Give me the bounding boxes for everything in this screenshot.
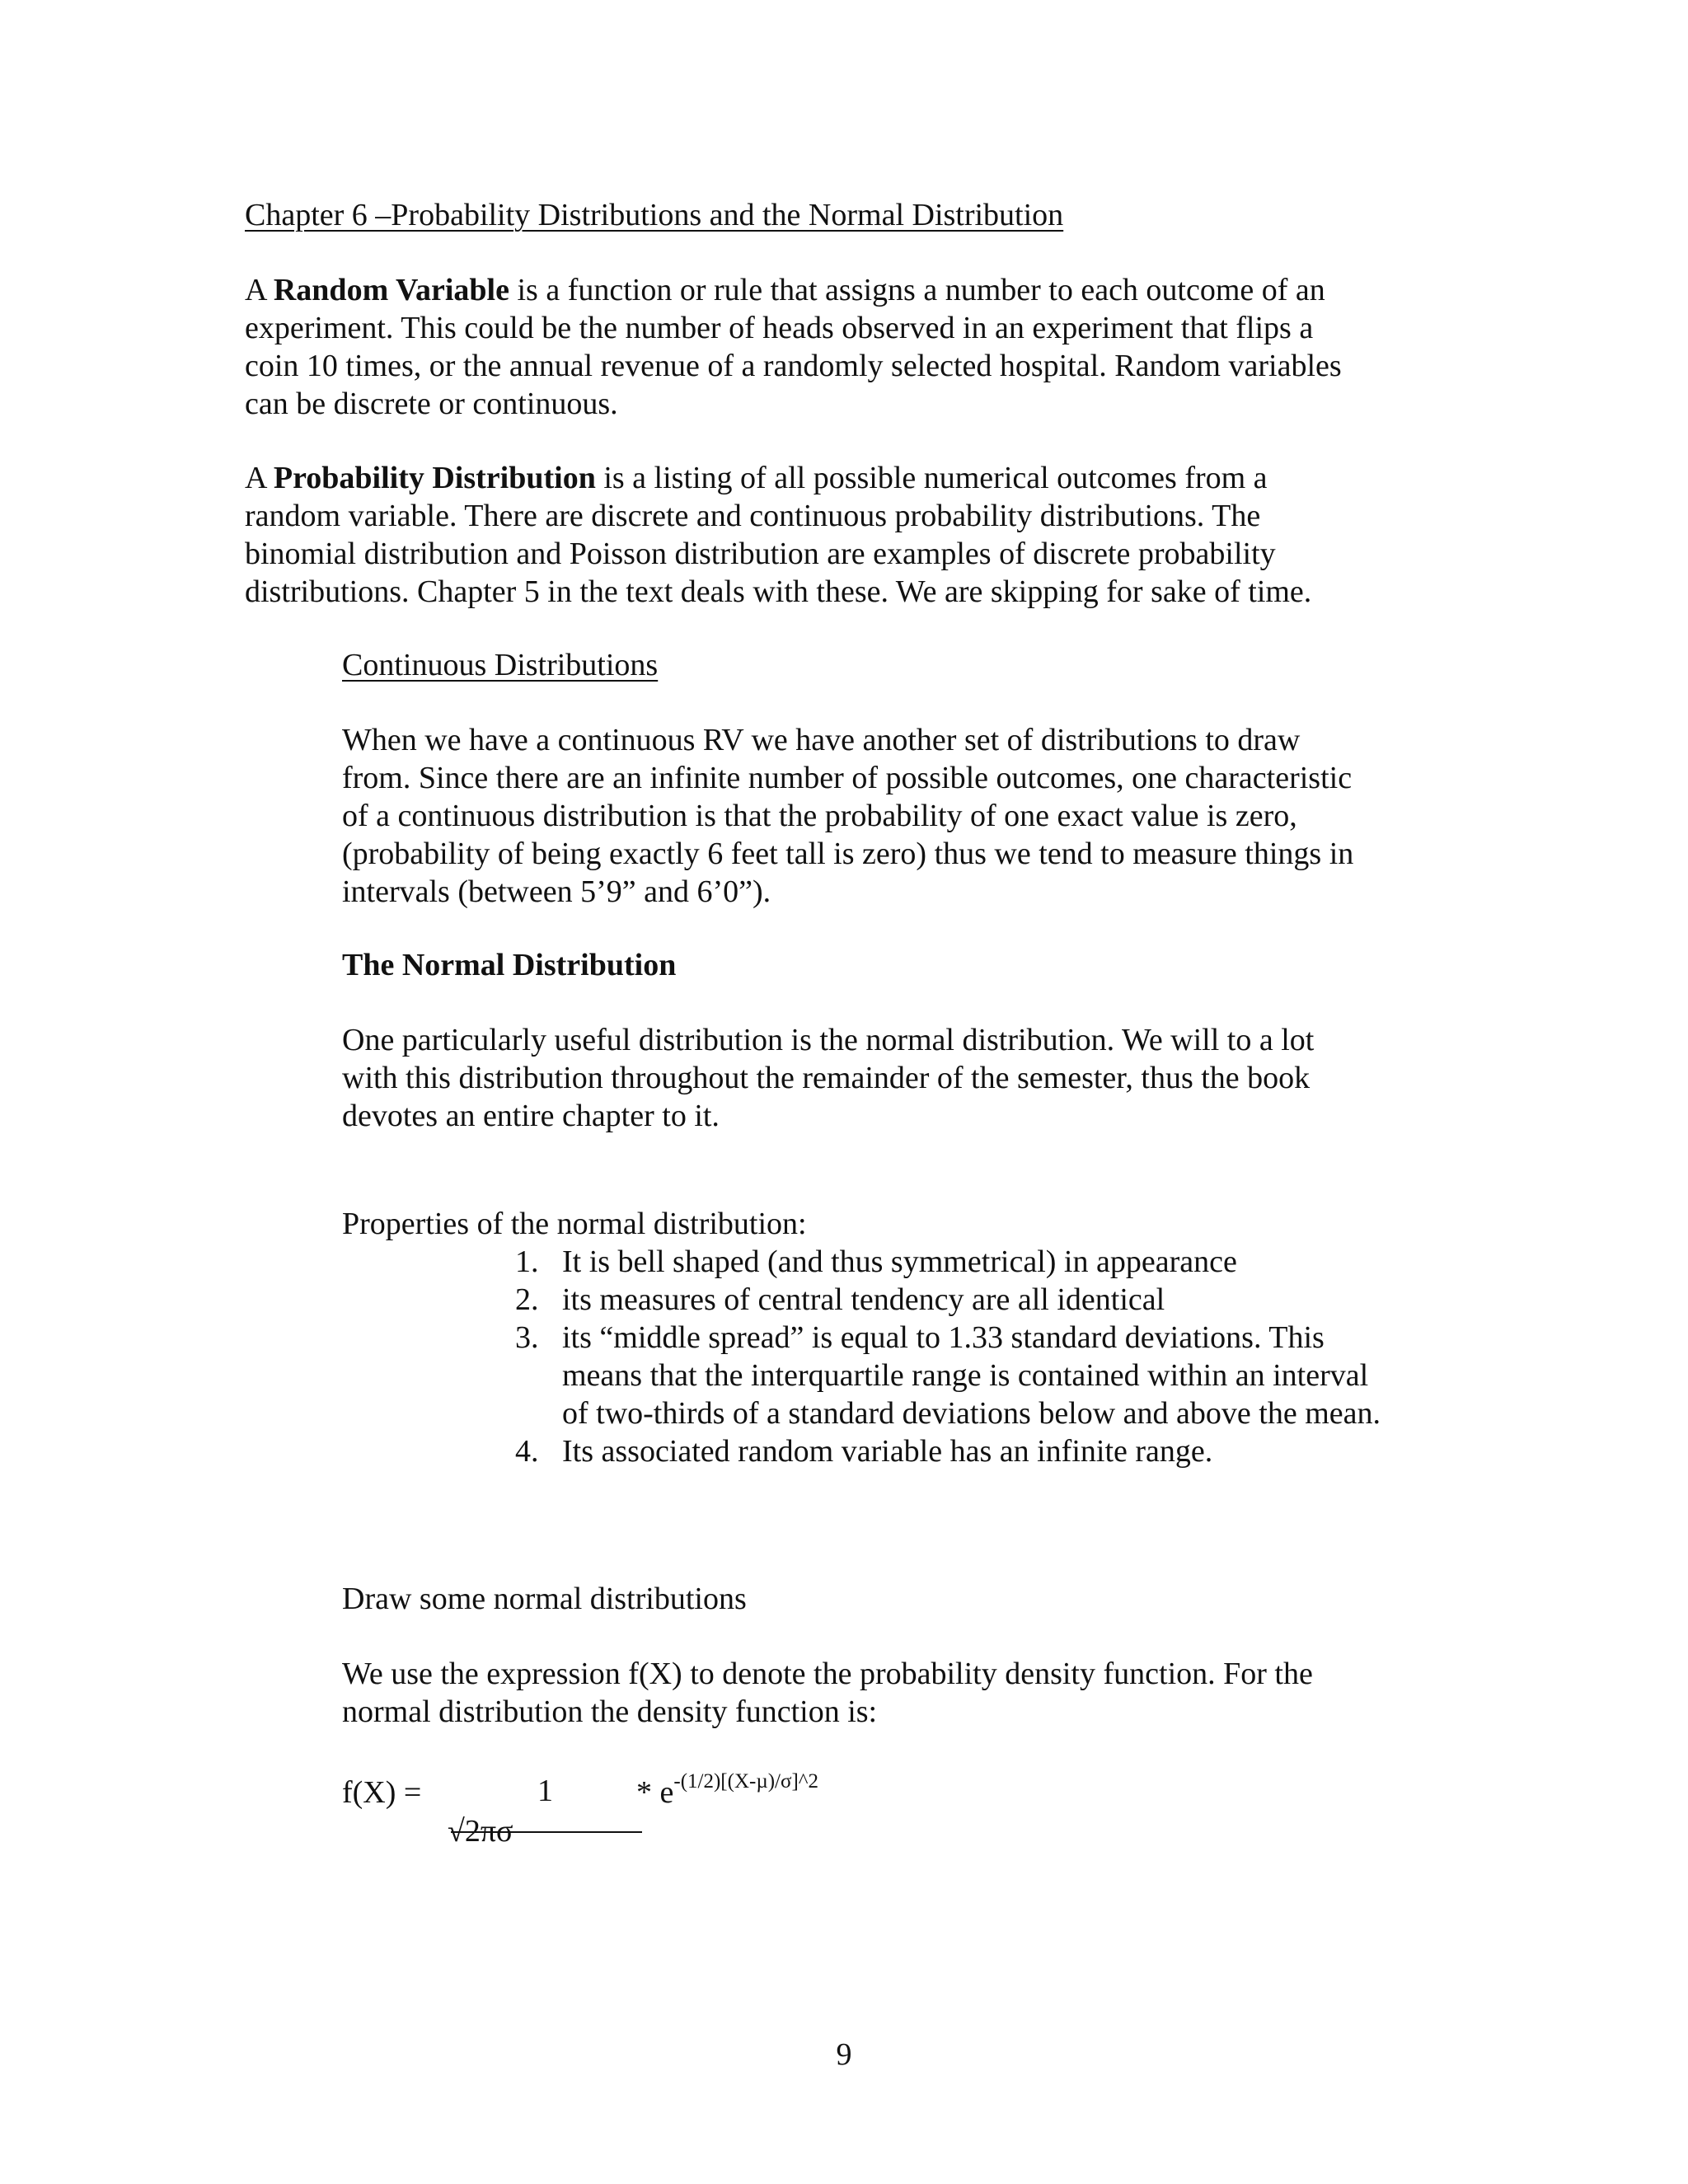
- rv-line-2: experiment. This could be the number of heads observed in an experiment that flips a: [245, 311, 1314, 345]
- property-item: [515, 1243, 1463, 1281]
- normal-line-2: with this distribution throughout the remainder of the semester, thus the book: [342, 1061, 1311, 1095]
- formula-times-e: * e: [636, 1775, 674, 1810]
- normal-line-1: One particularly useful distribution is the normal distribution. We will to a lot: [342, 1023, 1315, 1057]
- rv-term: Random Variable: [273, 273, 509, 307]
- pd-line-3: binomial distribution and Poisson distribution are examples of discrete probability: [245, 537, 1276, 571]
- cont-line-4: (probability of being exactly 6 feet tall is zero) thus we tend to measure things in: [342, 837, 1354, 871]
- property-item: [515, 1281, 1463, 1319]
- density-line-1: We use the expression f(X) to denote the probability density function. For the: [342, 1657, 1313, 1691]
- normal-line-3: devotes an entire chapter to it.: [342, 1099, 720, 1133]
- probability-distribution-paragraph: [245, 459, 1311, 611]
- rv-line-3: coin 10 times, or the annual revenue of a randomly selected hospital. Random variables: [245, 349, 1342, 383]
- pd-term: Probability Distribution: [273, 461, 596, 495]
- property-number: 1.: [515, 1244, 539, 1279]
- pd-prefix: A: [245, 461, 274, 495]
- page-number: 9: [836, 2037, 852, 2072]
- pd-line-1-text: is a listing of all possible numerical outcomes from a: [595, 461, 1268, 495]
- property-item: [515, 1319, 1463, 1432]
- continuous-paragraph: [342, 721, 1353, 911]
- rv-prefix: A: [245, 273, 274, 307]
- rv-line-1-text: is a function or rule that assigns a number to each outcome of an: [509, 273, 1325, 307]
- draw-prompt: Draw some normal distributions: [342, 1582, 747, 1616]
- properties-list: [515, 1243, 1463, 1470]
- cont-line-1: When we have a continuous RV we have another set of distributions to draw: [342, 723, 1301, 757]
- density-line-2: normal distribution the density function is:: [342, 1694, 878, 1729]
- property-item: [515, 1432, 1463, 1470]
- normal-paragraph: [342, 1021, 1314, 1135]
- property-number: 2.: [515, 1282, 539, 1317]
- rv-line-1: [245, 271, 1342, 309]
- cont-line-5: intervals (between 5’9” and 6’0”).: [342, 874, 771, 909]
- property-number: 3.: [515, 1320, 539, 1355]
- density-paragraph: [342, 1655, 1313, 1731]
- formula-numerator: 1: [537, 1774, 553, 1808]
- property-text: It is bell shaped (and thus symmetrical) in appearance: [562, 1244, 1237, 1279]
- property-text: of two-thirds of a standard deviations below and above the mean.: [562, 1396, 1381, 1431]
- pd-line-1: [245, 459, 1311, 497]
- continuous-heading: [342, 646, 658, 684]
- cont-line-3: of a continuous distribution is that the probability of one exact value is zero,: [342, 799, 1297, 833]
- cont-line-2: from. Since there are an infinite number of possible outcomes, one characteristic: [342, 761, 1353, 795]
- property-number: 4.: [515, 1434, 539, 1469]
- formula-exponential: [636, 1770, 819, 1816]
- property-text: its measures of central tendency are all identical: [562, 1282, 1165, 1317]
- property-text: its “middle spread” is equal to 1.33 standard deviations. This: [562, 1320, 1325, 1355]
- pd-line-4: distributions. Chapter 5 in the text deals with these. We are skipping for sake of time.: [245, 574, 1312, 609]
- chapter-title-text: Chapter 6 –Probability Distributions and the Normal Distribution: [245, 198, 1064, 232]
- formula-denominator: √2πσ: [448, 1814, 513, 1849]
- random-variable-paragraph: [245, 271, 1342, 423]
- formula-lhs: f(X) =: [342, 1775, 422, 1810]
- chapter-title: [245, 196, 1063, 234]
- normal-heading: The Normal Distribution: [342, 948, 677, 982]
- property-text: Its associated random variable has an infinite range.: [562, 1434, 1213, 1469]
- formula-exponent: -(1/2)[(X-µ)/σ]^2: [673, 1770, 819, 1793]
- rv-line-4: can be discrete or continuous.: [245, 387, 618, 421]
- pd-line-2: random variable. There are discrete and continuous probability distributions. The: [245, 499, 1261, 533]
- property-text: means that the interquartile range is contained within an interval: [562, 1358, 1369, 1393]
- properties-intro: Properties of the normal distribution:: [342, 1207, 807, 1241]
- continuous-heading-text: Continuous Distributions: [342, 648, 659, 682]
